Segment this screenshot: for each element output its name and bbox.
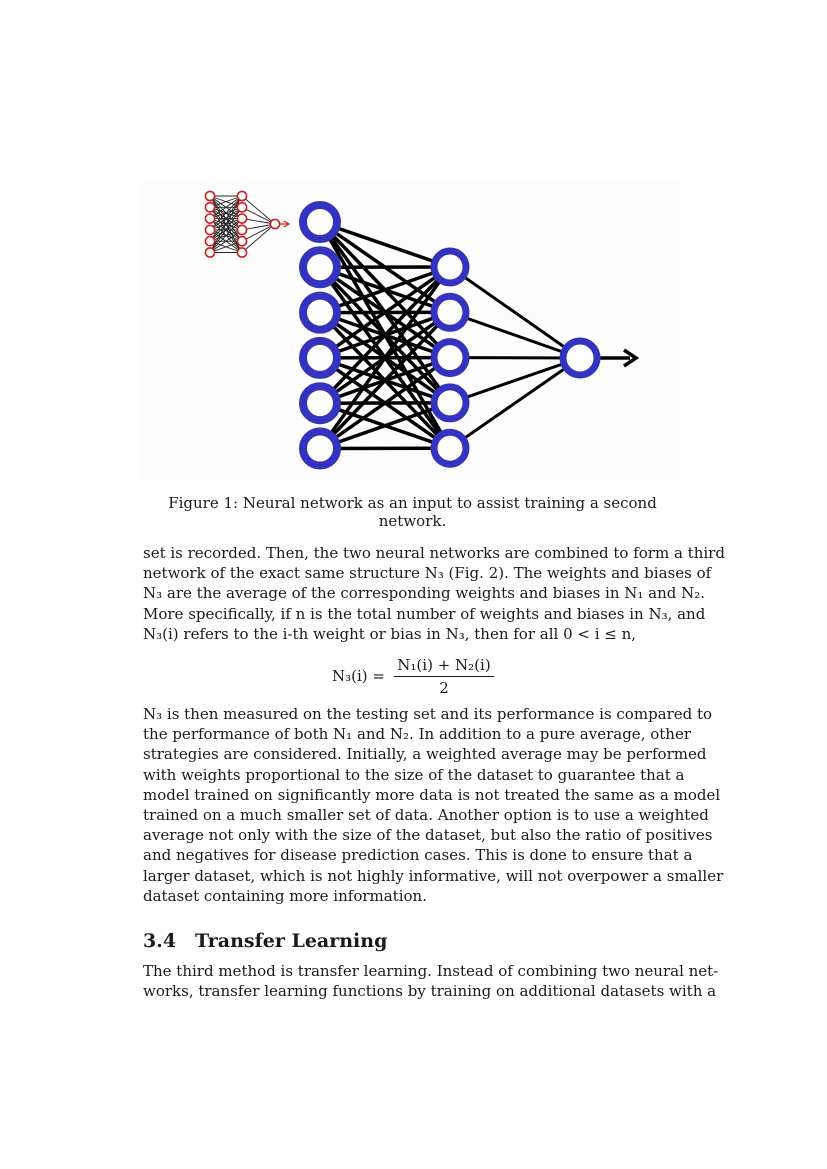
equation-numerator: N₁(i) + N₂(i) bbox=[394, 656, 494, 677]
small-hidden-node bbox=[237, 191, 246, 200]
small-hidden-node bbox=[237, 203, 246, 212]
small-hidden-node bbox=[237, 225, 246, 234]
hidden-node bbox=[434, 387, 466, 419]
text-line: The third method is transfer learning. Instead of combining two neural net- bbox=[143, 962, 719, 980]
text-line: with weights proportional to the size of the dataset to guarantee that a bbox=[143, 765, 685, 784]
text-line: set is recorded. Then, the two neural networks are combined to form a third bbox=[143, 544, 725, 562]
edge bbox=[450, 267, 580, 358]
text-line: strategies are considered. Initially, a weighted average may be performed bbox=[143, 745, 707, 764]
equation-lhs: N₃(i) = bbox=[332, 667, 385, 685]
section-number: 3.4 bbox=[143, 930, 177, 952]
text-line: More specifically, if n is the total number of weights and biases in N₃, and bbox=[143, 604, 706, 623]
hidden-node bbox=[434, 432, 466, 464]
paragraph-weighted-average bbox=[143, 704, 724, 906]
text-line: average not only with the size of the dataset, but also the ratio of positives bbox=[143, 826, 713, 845]
input-node bbox=[303, 386, 337, 420]
edge bbox=[450, 358, 580, 448]
output-node bbox=[563, 341, 597, 375]
text-line: network of the exact same structure N₃ (Fig. 2). The weights and biases of bbox=[143, 564, 712, 583]
text-line: the performance of both N₁ and N₂. In addition to a pure average, other bbox=[143, 725, 691, 744]
paragraph-transfer-learning bbox=[143, 961, 719, 1001]
text-line: N₃(i) refers to the i-th weight or bias in N₃, then for all 0 < i ≤ n, bbox=[143, 624, 637, 643]
edge bbox=[450, 312, 580, 358]
text-line: dataset containing more information. bbox=[143, 886, 427, 905]
small-input-node bbox=[205, 191, 214, 200]
text-line: works, transfer learning functions by training on additional datasets with a bbox=[143, 982, 717, 1001]
small-input-node bbox=[205, 214, 214, 223]
text-line: model trained on significantly more data is not treated the same as a model bbox=[143, 785, 721, 804]
edge bbox=[450, 358, 580, 403]
small-input-node bbox=[205, 203, 214, 212]
input-node bbox=[303, 432, 337, 466]
text-line: larger dataset, which is not highly informative, will not overpower a smaller bbox=[143, 866, 724, 885]
input-node bbox=[303, 250, 337, 284]
small-input-node bbox=[205, 225, 214, 234]
equation-fraction bbox=[394, 656, 494, 697]
text-line: N₃ are the average of the corresponding weights and biases in N₁ and N₂. bbox=[143, 584, 706, 603]
small-input-node bbox=[205, 248, 214, 257]
input-node bbox=[303, 341, 337, 375]
small-hidden-node bbox=[237, 248, 246, 257]
text-line: trained on a much smaller set of data. Another option is to use a weighted bbox=[143, 806, 709, 825]
averaging-equation bbox=[332, 656, 502, 700]
section-title: Transfer Learning bbox=[195, 930, 388, 952]
equation-denominator: 2 bbox=[439, 679, 449, 697]
small-hidden-node bbox=[237, 237, 246, 246]
hidden-node bbox=[434, 251, 466, 283]
figure-caption: Figure 1: Neural network as an input to assist training a second network. bbox=[168, 494, 657, 530]
text-line: and negatives for disease prediction cases. This is done to ensure that a bbox=[143, 846, 693, 865]
small-input-node bbox=[205, 237, 214, 246]
paragraph-combination bbox=[143, 543, 725, 644]
hidden-node bbox=[434, 342, 466, 374]
input-node bbox=[303, 296, 337, 330]
small-hidden-node bbox=[237, 214, 246, 223]
neural-network-diagram bbox=[142, 180, 680, 480]
section-heading bbox=[143, 930, 387, 952]
text-line: N₃ is then measured on the testing set and its performance is compared to bbox=[143, 705, 713, 723]
small-output-node bbox=[270, 219, 279, 228]
hidden-node bbox=[434, 296, 466, 328]
neural-network-figure bbox=[142, 180, 680, 480]
input-node bbox=[303, 205, 337, 239]
